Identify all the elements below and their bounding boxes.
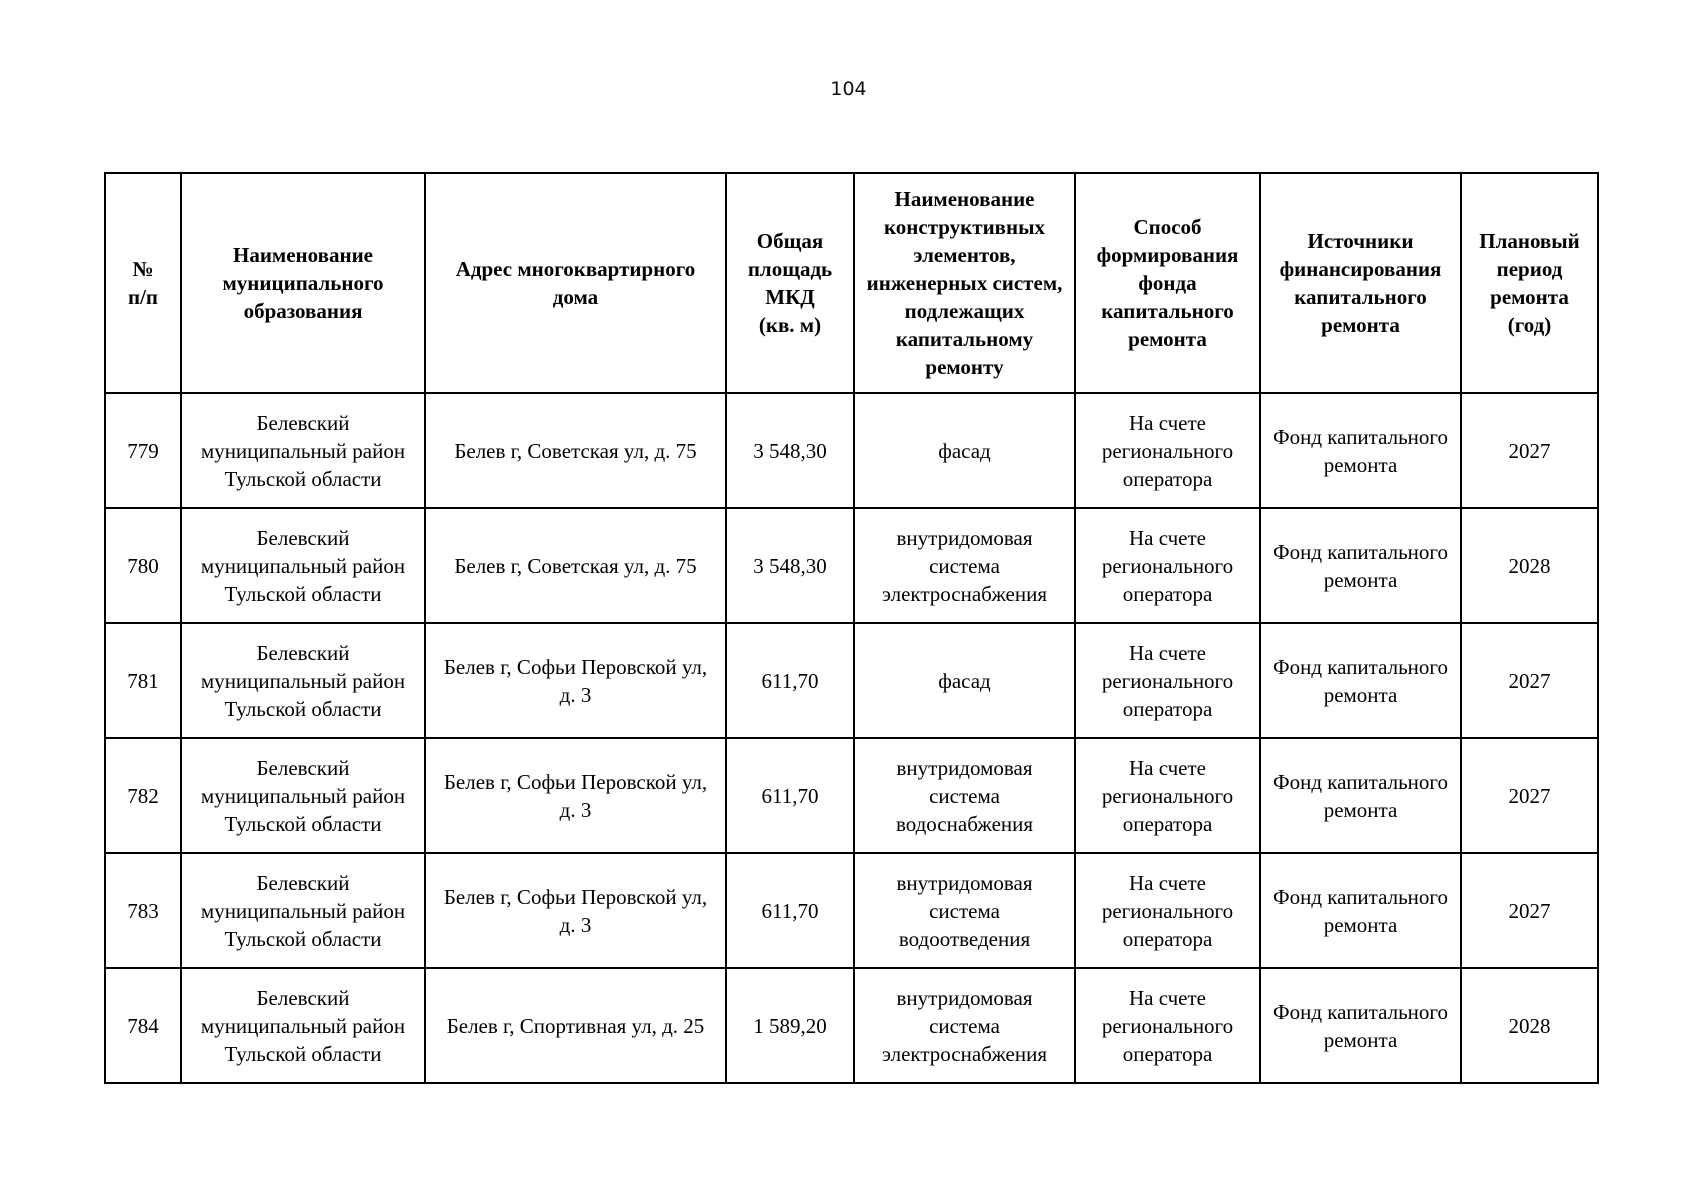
repair-schedule-table xyxy=(104,172,1599,1084)
cell-number: 784 xyxy=(105,968,181,1083)
cell-municipality: Белевский муниципальный район Тульской области xyxy=(181,853,425,968)
cell-elements: внутридомовая система водоотведения xyxy=(854,853,1075,968)
header-municipality: Наименование муниципального образования xyxy=(181,173,425,393)
cell-area: 3 548,30 xyxy=(726,508,854,623)
cell-elements: внутридомовая система водоснабжения xyxy=(854,738,1075,853)
cell-financing-source: Фонд капитального ремонта xyxy=(1260,508,1461,623)
table-row xyxy=(105,853,1598,968)
table-row xyxy=(105,738,1598,853)
cell-address: Белев г, Советская ул, д. 75 xyxy=(425,508,726,623)
cell-number: 783 xyxy=(105,853,181,968)
cell-planned-period: 2027 xyxy=(1461,738,1598,853)
cell-financing-source: Фонд капитального ремонта xyxy=(1260,738,1461,853)
cell-number: 779 xyxy=(105,393,181,508)
cell-financing-source: Фонд капитального ремонта xyxy=(1260,853,1461,968)
cell-address: Белев г, Советская ул, д. 75 xyxy=(425,393,726,508)
cell-municipality: Белевский муниципальный район Тульской области xyxy=(181,393,425,508)
cell-fund-method: На счете регионального оператора xyxy=(1075,968,1260,1083)
cell-elements: внутридомовая система электроснабжения xyxy=(854,968,1075,1083)
cell-financing-source: Фонд капитального ремонта xyxy=(1260,623,1461,738)
cell-planned-period: 2028 xyxy=(1461,508,1598,623)
cell-number: 780 xyxy=(105,508,181,623)
cell-elements: внутридомовая система электроснабжения xyxy=(854,508,1075,623)
cell-planned-period: 2027 xyxy=(1461,623,1598,738)
cell-fund-method: На счете регионального оператора xyxy=(1075,393,1260,508)
cell-area: 611,70 xyxy=(726,623,854,738)
cell-municipality: Белевский муниципальный район Тульской области xyxy=(181,508,425,623)
header-elements: Наименование конструктивных элементов, инженерных систем, подлежащих капитальному ремонту xyxy=(854,173,1075,393)
cell-number: 781 xyxy=(105,623,181,738)
cell-planned-period: 2027 xyxy=(1461,393,1598,508)
cell-elements: фасад xyxy=(854,393,1075,508)
page-number: 104 xyxy=(830,78,867,100)
table-row xyxy=(105,623,1598,738)
cell-financing-source: Фонд капитального ремонта xyxy=(1260,968,1461,1083)
cell-planned-period: 2028 xyxy=(1461,968,1598,1083)
cell-fund-method: На счете регионального оператора xyxy=(1075,508,1260,623)
header-planned-period: Плановый период ремонта (год) xyxy=(1461,173,1598,393)
table-row xyxy=(105,968,1598,1083)
cell-number: 782 xyxy=(105,738,181,853)
cell-address: Белев г, Софьи Перовской ул, д. 3 xyxy=(425,853,726,968)
cell-fund-method: На счете регионального оператора xyxy=(1075,623,1260,738)
cell-address: Белев г, Софьи Перовской ул, д. 3 xyxy=(425,623,726,738)
header-financing-source: Источники финансирования капитального ремонта xyxy=(1260,173,1461,393)
cell-address: Белев г, Софьи Перовской ул, д. 3 xyxy=(425,738,726,853)
cell-area: 611,70 xyxy=(726,738,854,853)
cell-fund-method: На счете регионального оператора xyxy=(1075,853,1260,968)
cell-area: 3 548,30 xyxy=(726,393,854,508)
cell-fund-method: На счете регионального оператора xyxy=(1075,738,1260,853)
cell-municipality: Белевский муниципальный район Тульской области xyxy=(181,623,425,738)
cell-area: 611,70 xyxy=(726,853,854,968)
cell-municipality: Белевский муниципальный район Тульской области xyxy=(181,738,425,853)
header-fund-method: Способ формирования фонда капитального ремонта xyxy=(1075,173,1260,393)
cell-address: Белев г, Спортивная ул, д. 25 xyxy=(425,968,726,1083)
table-header-row xyxy=(105,173,1598,393)
cell-area: 1 589,20 xyxy=(726,968,854,1083)
table-row xyxy=(105,508,1598,623)
table-row xyxy=(105,393,1598,508)
header-number: № п/п xyxy=(105,173,181,393)
cell-elements: фасад xyxy=(854,623,1075,738)
cell-planned-period: 2027 xyxy=(1461,853,1598,968)
header-area: Общая площадь МКД (кв. м) xyxy=(726,173,854,393)
header-address: Адрес многоквартирного дома xyxy=(425,173,726,393)
cell-financing-source: Фонд капитального ремонта xyxy=(1260,393,1461,508)
cell-municipality: Белевский муниципальный район Тульской области xyxy=(181,968,425,1083)
